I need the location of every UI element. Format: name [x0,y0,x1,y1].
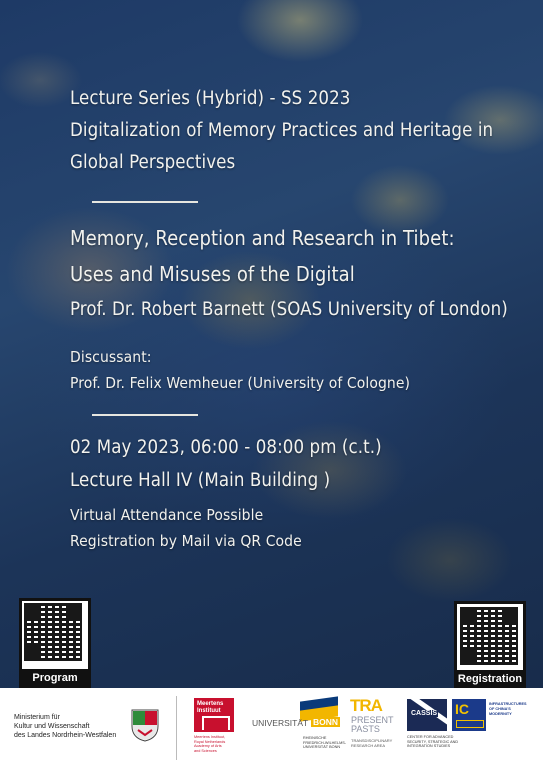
divider-1 [92,201,198,203]
ic-caption-2: OF CHINA'S [489,707,511,711]
ministry-line-1: Ministerium für [14,714,60,721]
tra-caption-1: TRANSDISCIPLINARY [351,738,393,743]
speaker: Prof. Dr. Robert Barnett (SOAS University of London) [70,299,508,320]
discussant-label: Discussant: [70,348,152,366]
tra-sub [351,716,394,734]
tra-logo: TRA [350,696,382,715]
program-qr-code[interactable] [19,598,91,688]
footer-divider [176,696,177,760]
bonn-caption-1: RHEINISCHE [303,736,327,740]
ic-logo-text: IC [455,701,469,717]
tra-caption-2: RESEARCH AREA [351,743,386,748]
bonn-word: UNIVERSITÄT [252,718,309,728]
divider-2 [92,414,198,416]
bonn-box: BONN [313,717,339,727]
cassis-logo-text: CASSIS [411,710,438,717]
bonn-caption-3: UNIVERSITÄT BONN [303,745,341,750]
meertens-logo-text: Meertens Instituut [197,701,224,714]
ic-caption-3: MODERNITY [489,712,512,716]
cassis-caption-2: SECURITY, STRATEGIC AND [407,739,459,744]
meertens-logo [194,698,234,732]
nrw-coat-of-arms-icon [130,708,160,742]
registration-qr-label: Registration [454,670,526,688]
program-qr-label: Program [19,669,91,688]
registration-info: Registration by Mail via QR Code [70,532,302,550]
ic-caption-1: INFRASTRUCTURES [489,702,527,706]
discussant-name: Prof. Dr. Felix Wemheuer (University of Cologne) [70,374,411,392]
ministry-text [14,713,116,740]
lecture-title-1: Memory, Reception and Research in Tibet: [70,226,455,250]
ic-emblem-icon [456,720,484,728]
tra-sub-2: PASTS [351,724,380,734]
meertens-caption-4: and Sciences [194,748,217,753]
series-line-2: Digitalization of Memory Practices and Heritage in [70,120,494,141]
event-datetime: 02 May 2023, 06:00 - 08:00 pm (c.t.) [70,437,382,458]
ministry-line-2: Kultur und Wissenschaft [14,723,90,730]
lecture-title-2: Uses and Misuses of the Digital [70,262,355,286]
cassis-caption-3: INTEGRATION STUDIES [407,744,451,749]
ministry-line-3: des Landes Nordrhein-Westfalen [14,732,117,739]
tra-sub-1: PRESENT [351,715,394,725]
meertens-caption-1: Meertens Instituut, [194,735,226,739]
cassis-logo [407,699,447,731]
footer-logos [0,688,543,768]
meertens-caption [194,735,225,753]
series-line-3: Global Perspectives [70,152,236,173]
virtual-attendance: Virtual Attendance Possible [70,506,264,524]
cassis-caption [407,735,458,749]
registration-qr-code[interactable] [454,601,526,688]
meertens-caption-3: Academy of Arts [194,744,222,748]
bonn-caption [303,736,346,750]
meertens-caption-2: Royal Netherlands [194,739,226,744]
ic-caption [489,702,527,717]
qr-pattern [460,607,518,665]
meertens-arch-icon [202,716,230,730]
tra-caption [351,738,392,748]
ic-logo [452,699,486,731]
cassis-caption-1: CENTER FOR ADVANCED [407,735,454,739]
bonn-caption-2: FRIEDRICH-WILHELMS- [303,740,347,745]
event-venue: Lecture Hall IV (Main Building ) [70,470,331,491]
series-line-1: Lecture Series (Hybrid) - SS 2023 [70,88,351,109]
qr-pattern [24,603,82,661]
